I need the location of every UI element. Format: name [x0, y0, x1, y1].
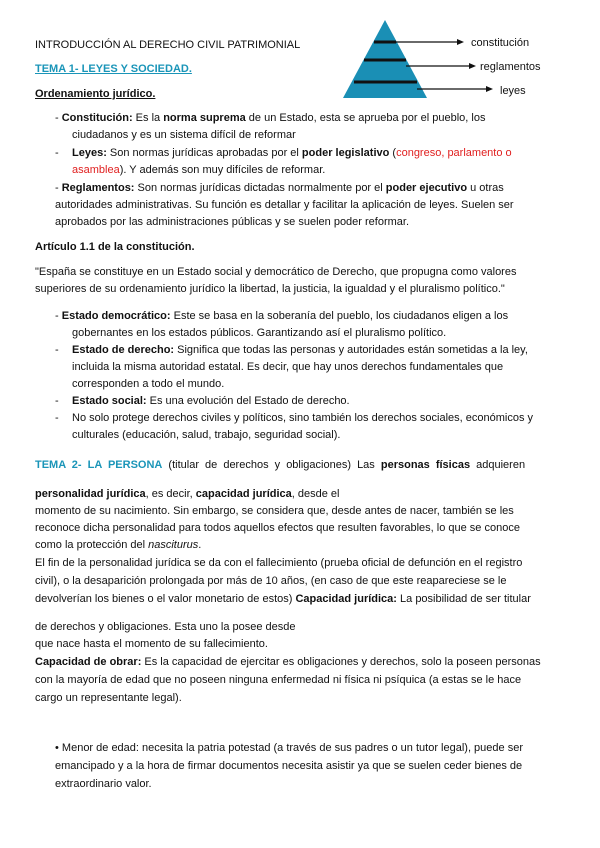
bullet-icon: •	[55, 742, 59, 754]
text-line	[35, 538, 201, 552]
quote-line: "España se constituye en un Estado social y democrático de Derecho, que propugna como valores	[35, 266, 517, 278]
arrowhead-constitucion	[457, 39, 464, 45]
text-fragment: u otras	[467, 182, 504, 194]
red-text-congreso: congreso, parlamento o	[396, 147, 512, 159]
tema2-heading-line	[35, 458, 525, 472]
term-nasciturus: nasciturus	[148, 539, 199, 551]
text-fragment: Son normas jurídicas aprobadas por el	[106, 147, 302, 159]
term-leyes: Leyes:	[72, 147, 107, 159]
term-reglamentos: Reglamentos:	[61, 182, 135, 194]
pyramid-label-reglamentos: reglamentos	[480, 61, 541, 73]
text-fragment: (	[389, 147, 397, 159]
term-estado-social: Estado social:	[72, 395, 147, 407]
term-personas-fisicas: personas físicas	[380, 459, 471, 471]
text-line: con la mayoría de edad que no poseen ninguna enfermedad ni física ni psíquica (a estas se le hace	[35, 674, 522, 686]
list-item-reglamentos	[55, 181, 504, 195]
quote-line: superiores de su ordenamiento jurídico la libertad, la justicia, la igualdad y el pluralismo político."	[35, 283, 505, 295]
text-line: emancipado y a la hora de firmar documentos necesita asistir ya que se suelen ceder bienes de	[55, 760, 523, 772]
term-capacidad-juridica-def: Capacidad jurídica:	[295, 593, 397, 605]
list-item-estado-derecho	[72, 343, 528, 357]
text-fragment: Este se basa en la soberanía del pueblo, los ciudadanos eligen a los	[170, 310, 509, 322]
term-estado-democratico: Estado democrático:	[61, 310, 171, 322]
text-fragment: Significa que todas las personas y autoridades están sometidas a la ley,	[174, 344, 528, 356]
text-fragment: .	[198, 539, 202, 551]
list-dash: -	[55, 344, 59, 356]
text-line: cargo un representante legal).	[35, 692, 182, 704]
list-dash: -	[55, 112, 59, 124]
list-item-leyes	[72, 146, 512, 160]
text-fragment: Es la	[132, 112, 164, 124]
term-constitucion: Constitución:	[61, 112, 133, 124]
term-estado-derecho: Estado de derecho:	[72, 344, 175, 356]
arrowhead-leyes	[486, 86, 493, 92]
text-line: reconoce dicha personalidad para todos aquellos efectos que resulten favorables, lo que se conoce	[35, 522, 520, 534]
text-line	[72, 163, 325, 177]
pyramid-label-leyes: leyes	[500, 85, 526, 97]
tema2-heading: TEMA 2- LA PERSONA	[35, 459, 163, 471]
text-fragment: , desde el	[291, 488, 340, 500]
text-fragment: de un Estado, esta se aprueba por el pueblo, los	[245, 112, 486, 124]
text-line: corresponden a todo el mundo.	[72, 378, 225, 390]
text-line: culturales (educación, salud, trabajo, seguridad social).	[72, 429, 341, 441]
text-line: El fin de la personalidad jurídica se da con el fallecimiento (prueba oficial de defunción en el registro	[35, 557, 523, 569]
list-item-estado-democratico	[55, 309, 508, 323]
text-fragment: Menor de edad: necesita la patria potestad (a través de sus padres o un tutor legal), puede ser	[58, 742, 523, 754]
text-line: civil), o la desaparición prolongada por más de 10 años, (en caso de que este reapareciese se le	[35, 575, 507, 587]
list-item-derechos: No solo protege derechos civiles y políticos, sino también los derechos sociales, económicos y	[72, 412, 534, 424]
term-poder-legislativo: poder legislativo	[301, 147, 390, 159]
text-line	[35, 592, 531, 606]
pyramid-label-constitucion: constitución	[471, 37, 530, 49]
text-fragment: Son normas jurídicas dictadas normalmente por el	[134, 182, 386, 194]
list-dash: -	[55, 395, 59, 407]
term-poder-ejecutivo: poder ejecutivo	[385, 182, 468, 194]
hierarchy-pyramid-diagram	[330, 18, 560, 103]
text-line: momento de su nacimiento. Sin embargo, se considera que, desde antes de nacer, también se les	[35, 505, 514, 517]
text-line	[35, 655, 541, 669]
text-fragment: adquieren	[470, 459, 526, 471]
text-line: extraordinario valor.	[55, 778, 152, 790]
text-line	[35, 487, 339, 501]
bullet-item-menor-edad	[55, 741, 523, 755]
text-line: autoridades administrativas. Su función es detallar y facilitar la aplicación de leyes. Suelen ser	[55, 199, 514, 211]
term-norma-suprema: norma suprema	[163, 112, 246, 124]
text-fragment: , es decir,	[145, 488, 196, 500]
text-line: ciudadanos y es un sistema difícil de reformar	[72, 129, 296, 141]
text-line: gobernantes en los estados públicos. Garantizando así el pluralismo político.	[72, 327, 447, 339]
text-fragment: Es la capacidad de ejercitar es obligaciones y derechos, solo la poseen personas	[141, 656, 541, 668]
text-fragment: ). Y además son muy difíciles de reformar.	[119, 164, 326, 176]
red-text-asamblea: asamblea	[72, 164, 120, 176]
list-dash: -	[55, 310, 59, 322]
articulo-heading: Artículo 1.1 de la constitución.	[35, 241, 195, 253]
text-line: aprobados por las administraciones públicas y se suelen poder reformar.	[55, 216, 410, 228]
list-dash: -	[55, 182, 59, 194]
text-fragment: La posibilidad de ser titular	[396, 593, 531, 605]
term-capacidad-obrar: Capacidad de obrar:	[35, 656, 142, 668]
text-fragment: Es una evolución del Estado de derecho.	[146, 395, 350, 407]
text-line: que nace hasta el momento de su fallecimiento.	[35, 638, 268, 650]
text-fragment: devolverían los bienes o el valor monetario de estos)	[35, 593, 296, 605]
document-title: INTRODUCCIÓN AL DERECHO CIVIL PATRIMONIAL	[35, 39, 301, 51]
text-line: de derechos y obligaciones. Esta uno la posee desde	[35, 621, 296, 633]
text-fragment: (titular de derechos y obligaciones) Las	[162, 459, 381, 471]
tema1-heading: TEMA 1- LEYES Y SOCIEDAD.	[35, 63, 192, 75]
arrowhead-reglamentos	[469, 63, 476, 69]
list-item-estado-social	[72, 394, 350, 408]
term-personalidad-juridica: personalidad jurídica	[35, 488, 146, 500]
list-dash: -	[55, 147, 59, 159]
text-fragment: como la protección del	[35, 539, 149, 551]
list-item-constitucion	[55, 111, 485, 125]
ordenamiento-heading: Ordenamiento jurídico.	[35, 88, 156, 100]
text-line: incluida la misma autoridad estatal. Es decir, que hay unos derechos fundamentales que	[72, 361, 504, 373]
term-capacidad-juridica: capacidad jurídica	[195, 488, 292, 500]
list-dash: -	[55, 412, 59, 424]
